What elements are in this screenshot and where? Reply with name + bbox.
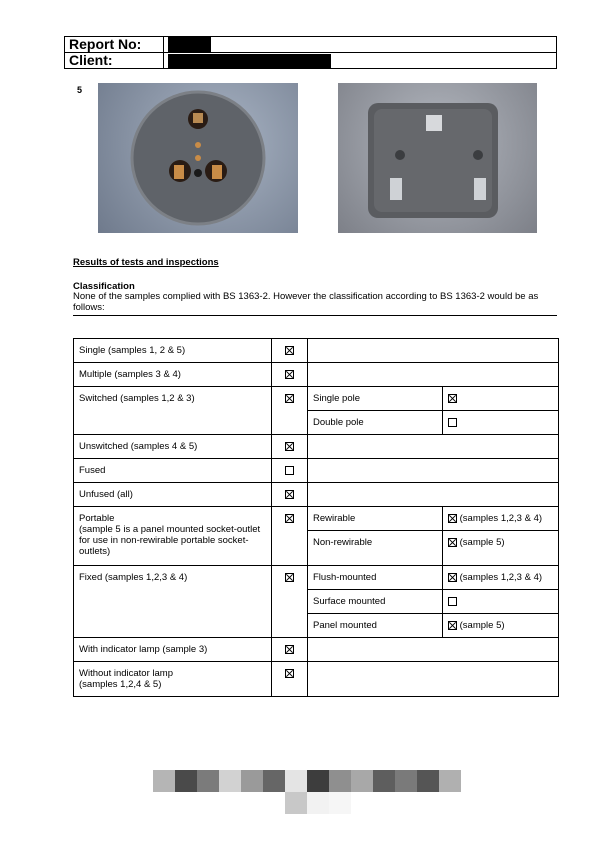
sub-label-surface: Surface mounted [308,590,443,614]
row-label-fixed: Fixed (samples 1,2,3 & 4) [74,566,272,638]
table-row [74,387,559,411]
sub-label-rewirable: Rewirable [308,507,443,531]
checkbox-without-lamp[interactable] [285,669,294,678]
checkbox-single-pole[interactable] [448,394,457,403]
classification-table [73,338,559,697]
checkbox-single[interactable] [285,346,294,355]
checkbox-with-lamp[interactable] [285,645,294,654]
checkbox-switched[interactable] [285,394,294,403]
report-no-label: Report No: [65,37,164,53]
section-title: Results of tests and inspections [73,257,219,268]
checkbox-surface[interactable] [448,597,457,606]
row-label-fused: Fused [74,459,272,483]
non-rewirable-value: (sample 5) [459,537,505,548]
checkbox-fused[interactable] [285,466,294,475]
table-row [74,566,559,590]
table-row [74,662,559,697]
row-label-multiple: Multiple (samples 3 & 4) [74,363,272,387]
section-rule [73,315,557,316]
checkbox-fixed[interactable] [285,573,294,582]
checkbox-double-pole[interactable] [448,418,457,427]
table-row [74,638,559,662]
report-no-value [164,37,557,53]
redacted-client [168,54,331,69]
portable-label: Portable [79,513,115,524]
checkbox-rewirable[interactable] [448,514,457,523]
checkbox-flush[interactable] [448,573,457,582]
socket-rear-photo [338,83,537,233]
figure-number: 5 [77,85,83,95]
sub-label-double-pole: Double pole [308,411,443,435]
table-row [74,363,559,387]
checkbox-unfused[interactable] [285,490,294,499]
sub-label-flush: Flush-mounted [308,566,443,590]
panel-value: (sample 5) [459,620,505,631]
table-row [74,483,559,507]
without-lamp-note: (samples 1,2,4 & 5) [79,679,162,690]
client-label: Client: [65,53,164,69]
checkbox-panel[interactable] [448,621,457,630]
classification-title: Classification [73,281,135,292]
table-row [74,435,559,459]
sub-label-single-pole: Single pole [308,387,443,411]
rewirable-value: (samples 1,2,3 & 4) [459,513,543,524]
checkbox-portable[interactable] [285,514,294,523]
classification-body: None of the samples complied with BS 1363-2. However the classification according to BS 1363-2 would be as follows: [73,291,539,313]
checkbox-unswitched[interactable] [285,442,294,451]
socket-front-photo [98,83,298,233]
row-label-without-lamp [74,662,272,697]
portable-note: (sample 5 is a panel mounted socket-outlet for use in non-rewirable portable socket-outlets) [79,524,261,557]
row-label-with-lamp: With indicator lamp (sample 3) [74,638,272,662]
row-label-single: Single (samples 1, 2 & 5) [74,339,272,363]
checkbox-non-rewirable[interactable] [448,538,457,547]
row-label-portable [74,507,272,566]
without-lamp-label: Without indicator lamp [79,668,173,679]
checkbox-multiple[interactable] [285,370,294,379]
redacted-footer-mosaic [153,770,461,814]
flush-value: (samples 1,2,3 & 4) [459,572,543,583]
sub-label-panel: Panel mounted [308,614,443,638]
sub-label-non-rewirable: Non-rewirable [308,531,443,566]
row-label-unswitched: Unswitched (samples 4 & 5) [74,435,272,459]
row-label-switched: Switched (samples 1,2 & 3) [74,387,272,435]
table-row [74,459,559,483]
table-row [74,339,559,363]
redacted-report-no [168,37,211,52]
table-row [74,507,559,531]
row-label-unfused: Unfused (all) [74,483,272,507]
